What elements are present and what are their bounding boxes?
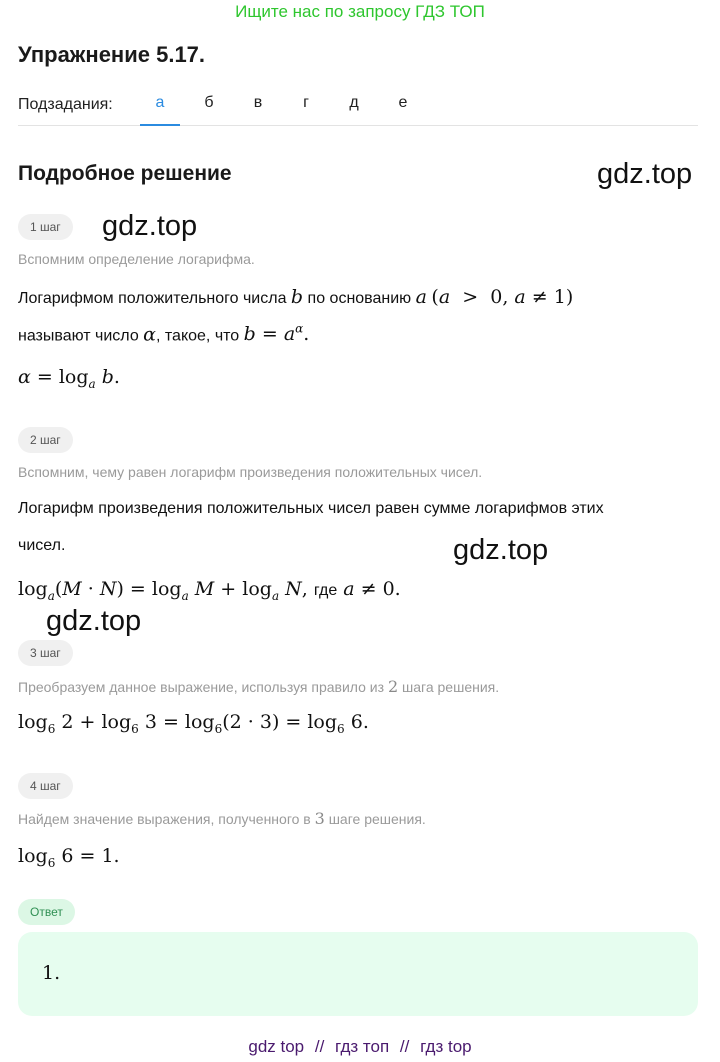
step-hint: Найдем значение выражения, полученного в 3 шаге решения. bbox=[18, 809, 426, 828]
step-text: Логарифмом положительного числа b по основанию a (a > 0, a ≠ 1) bbox=[18, 286, 574, 308]
footer-links bbox=[0, 1037, 720, 1057]
step-badge: 1 шаг bbox=[18, 214, 73, 240]
section-title: Подробное решение bbox=[18, 162, 232, 185]
tab-subtask-e[interactable]: е bbox=[398, 94, 408, 111]
step-badge: 2 шаг bbox=[18, 427, 73, 453]
footer-separator: // bbox=[399, 1037, 410, 1056]
watermark: gdz.top bbox=[46, 605, 142, 637]
top-banner: Ищите нас по запросу ГДЗ ТОП bbox=[235, 2, 485, 21]
tab-subtask-v[interactable]: в bbox=[253, 94, 263, 111]
step-hint: Вспомним определение логарифма. bbox=[18, 251, 255, 267]
step-badge: 3 шаг bbox=[18, 640, 73, 666]
footer-link[interactable]: гдз топ bbox=[335, 1037, 390, 1056]
step-badge: 4 шаг bbox=[18, 773, 73, 799]
formula: $\log_a(M \cdot N) = \log_a M + \log_a N$, где a ≠ 0. bbox=[18, 578, 401, 603]
formula: $\alpha = \log_a b$. bbox=[18, 366, 120, 391]
watermark: gdz.top bbox=[102, 210, 198, 242]
step-text: Логарифм произведения положительных чисел равен сумме логарифмов этих bbox=[18, 500, 604, 517]
subtasks-label: Подзадания: bbox=[18, 96, 113, 113]
answer-value: 1. bbox=[42, 962, 61, 984]
formula: $\log_6 2 + \log_6 3 = \log_6(2 \cdot 3) = \log_6 6$. bbox=[18, 711, 369, 736]
tab-subtask-d[interactable]: д bbox=[349, 94, 359, 111]
step-hint: Преобразуем данное выражение, используя правило из 2 шага решения. bbox=[18, 677, 500, 696]
footer-separator: // bbox=[314, 1037, 325, 1056]
answer-badge: Ответ bbox=[18, 899, 75, 925]
formula: $\log_6 6 = 1$. bbox=[18, 845, 120, 870]
footer-link[interactable]: gdz top bbox=[248, 1037, 305, 1056]
watermark: gdz.top bbox=[597, 158, 693, 190]
tab-subtask-b[interactable]: б bbox=[204, 94, 214, 111]
page-title: Упражнение 5.17. bbox=[18, 42, 206, 67]
subtasks-bar bbox=[18, 94, 698, 126]
tab-subtask-a[interactable]: а bbox=[140, 94, 180, 126]
watermark: gdz.top bbox=[453, 534, 549, 566]
answer-box bbox=[18, 932, 698, 1016]
step-text: называют число α, такое, что $b = a^\alpha$. bbox=[18, 322, 310, 346]
step-hint: Вспомним, чему равен логарифм произведения положительных чисел. bbox=[18, 464, 483, 480]
tab-subtask-g[interactable]: г bbox=[303, 94, 309, 111]
step-text: чисел. bbox=[18, 537, 66, 554]
footer-link[interactable]: гдз top bbox=[420, 1037, 472, 1056]
